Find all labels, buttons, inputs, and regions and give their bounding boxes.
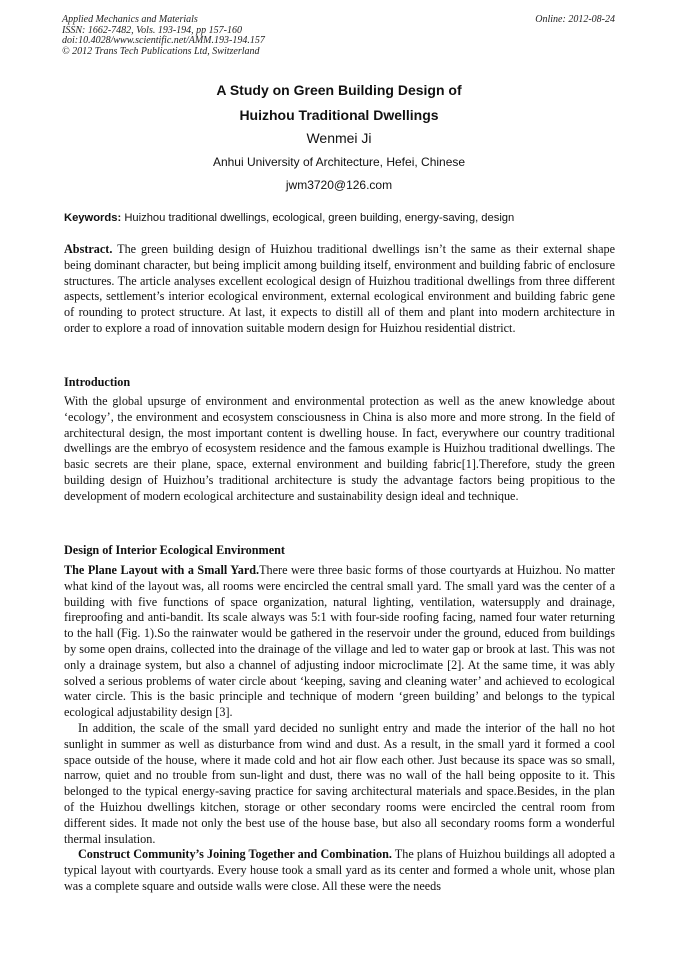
introduction-heading: Introduction [64, 375, 131, 389]
journal-copyright: © 2012 Trans Tech Publications Ltd, Switzerland [62, 45, 260, 57]
introduction-text: With the global upsurge of environment and environmental protection as well as the anew knowledge about ‘ecology’, the environment and ecosystem consciousness in China is also more and more strong. In the field of architectural design, the most important content is dwelling house. In fact, everywhere our country traditional dwellings are the embryo of ecosystem residence and the famous example is Huizhou traditional dwellings. The basic secrets are their plane, space, external environment and building fabric[1].Therefore, study the green building design of Huizhou’s traditional architecture is study the advantage factors being propitious to the development of modern ecological architecture and sustainability design ideal and technique. [64, 394, 615, 503]
keywords [64, 210, 624, 226]
interior-paragraph-2: In addition, the scale of the small yard decided no sunlight entry and made the interior of the hall no hot sunlight in summer as well as disturbance from wind and dust. As a result, in the small yard it formed a cool space outside of the house, where it made cold and hot air flow each other. Just because its space was so small, narrow, quiet and no trouble from sun-light and dust, there was no wall of the hall being opposite to it. This belonged to the typical energy-saving practice for saving architectural materials and space.Besides, in the plan of the Huizhou dwellings kitchen, storage or other secondary rooms were encircled the central room from different sides. It made not only the best use of the house base, but also all secondary rooms form a wonderful thermal insulation. [64, 720, 615, 846]
plane-layout-text: There were three basic forms of those courtyards at Huizhou. No matter what kind of the layout was, all rooms were encircled the central small yard. The small yard was the center of a building with five functions of space organization, natural lighting, ventilation, watersupply and drainage, fireproofing and anti-bandit. Its scale always was 5:1 with four-side roofing facing, named four water returning to the hall (Fig. 1).So the rainwater would be gathered in the reservoir under the ground, educed from buildings by some open drains, collected into the drainage of the village and led to water gap or brook at last. This was not only a drainage system, but also a channel of adjusting indoor microclimate [2]. At the same time, it was ably solved a serious problems of water circle about ‘keeping, saving and cleaning water’ and achieved to ecological water circle. This is the basic principle and technique of modern ‘green building’ and belongs to the typical ecological adjustability design [3]. [64, 563, 615, 720]
keywords-label: Keywords: [64, 212, 122, 224]
author-email: jwm3720@126.com [285, 178, 393, 192]
paper-title-line-2: Huizhou Traditional Dwellings [239, 107, 439, 123]
introduction-paragraph [64, 394, 615, 505]
journal-doi: doi:10.4028/www.scientific.net/AMM.193-194.157 [62, 35, 265, 47]
plane-layout-runin: The Plane Layout with a Small Yard. [64, 563, 260, 577]
abstract [64, 242, 615, 337]
online-date: Online: 2012-08-24 [535, 14, 615, 25]
journal-header [62, 15, 265, 57]
author-affiliation: Anhui University of Architecture, Hefei, Chinese [212, 155, 466, 169]
journal-name: Applied Mechanics and Materials [62, 14, 198, 25]
interior-body [64, 563, 615, 895]
interior-heading: Design of Interior Ecological Environment [64, 543, 285, 557]
community-runin: Construct Community’s Joining Together and Combination. [78, 847, 392, 862]
author-name: Wenmei Ji [306, 130, 372, 146]
journal-issn: ISSN: 1662-7482, Vols. 193-194, pp 157-160 [62, 24, 242, 36]
abstract-text: The green building design of Huizhou traditional dwellings isn’t the same as their external shape being dominant character, but being implicit among building itself, environment and building fabric of enclosure structures. The article analyses excellent ecological design of Huizhou traditional dwellings from three different aspects, settlement’s interior ecological environment, external ecological environment and building fabric gene of rounding to protect structure. At last, it expects to distill all of them and plant into modern architecture in order to explore a road of innovation suitable modern design for Huizhou residential district. [64, 242, 615, 335]
paper-title-line-1: A Study on Green Building Design of [216, 82, 462, 98]
keywords-text: Huizhou traditional dwellings, ecological, green building, energy-saving, design [124, 212, 515, 224]
abstract-label: Abstract. [64, 242, 113, 256]
community-text: The plans of Huizhou buildings all adopted a typical layout with courtyards. Every house took a small yard as its center and formed a whole unit, whose plan was a complete square and outside walls were close. All these were the needs [64, 847, 615, 893]
